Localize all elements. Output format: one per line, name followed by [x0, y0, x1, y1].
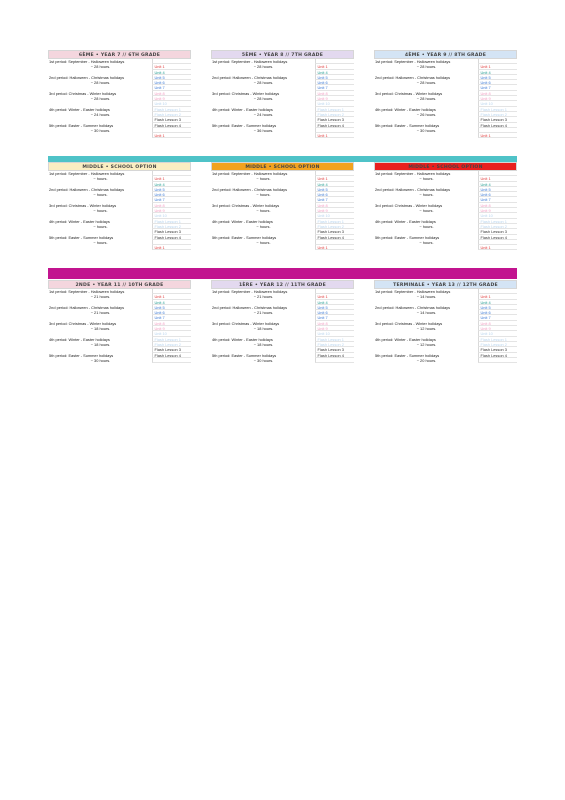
unit-label: Flash Lesson 2 — [152, 224, 191, 229]
unit-label: Unit 9 — [315, 208, 354, 213]
unit-label: Unit 5 — [152, 305, 191, 310]
period-label: 3rd period: Christmas - Winter holidays — [49, 90, 117, 96]
period-hours: ~ 28 hours. — [416, 80, 437, 86]
unit-label: Flash Lesson 3 — [315, 117, 354, 122]
unit-label: Unit 5 — [315, 187, 354, 192]
unit-label: Unit 9 — [478, 96, 517, 101]
unit-label: Unit 7 — [478, 85, 517, 90]
card-title: 6ÈME • YEAR 7 // 6TH GRADE — [48, 50, 191, 59]
period-hours: ~ 18 hours. — [90, 326, 111, 332]
unit-label: Unit 10 — [152, 101, 191, 106]
period-label — [211, 245, 315, 250]
period-hours: ~ 24 hours. — [90, 111, 111, 117]
period-label: 3rd period: Christmas - Winter holidays — [212, 90, 280, 96]
year11-schedule-card — [48, 280, 191, 363]
card-title: 4ÈME • YEAR 9 // 8TH GRADE — [374, 50, 517, 59]
schedule-row — [374, 133, 517, 138]
unit-label: Unit 4 — [152, 300, 191, 305]
unit-label: Unit 1 — [478, 245, 517, 250]
unit-label: Unit 10 — [478, 101, 517, 106]
schedule-row — [374, 358, 517, 363]
period-label — [374, 245, 478, 250]
unit-label — [478, 358, 517, 363]
period-label: 5th period: Easter - Summer holidays — [212, 234, 277, 240]
period-label: 2nd period: Halloween - Christmas holidays — [49, 304, 125, 310]
period-label: 3rd period: Christmas - Winter holidays — [49, 320, 117, 326]
period-hours: ~ 28 hours. — [416, 64, 437, 70]
unit-label: Unit 6 — [478, 80, 517, 85]
unit-label: Flash Lesson 1 — [478, 107, 517, 112]
unit-label: Unit 1 — [315, 245, 354, 250]
year8-schedule-card — [211, 50, 354, 138]
unit-label: Unit 7 — [315, 197, 354, 202]
unit-label: Unit 6 — [478, 192, 517, 197]
period-hours: ~ 18 hours. — [90, 341, 111, 347]
unit-label: Unit 1 — [478, 133, 517, 138]
unit-label: Flash Lesson 4 — [152, 353, 191, 358]
period-label: 1st period: September - Halloween holidays — [49, 59, 125, 64]
unit-label: Unit 9 — [152, 326, 191, 331]
period-hours: ~ hours. — [93, 192, 108, 198]
unit-label: Unit 10 — [152, 213, 191, 218]
card-title: 2NDE • YEAR 11 // 10TH GRADE — [48, 280, 191, 289]
middle-option-card-1 — [48, 162, 191, 250]
period-hours: ~ 30 hours. — [253, 357, 274, 363]
schedule-row — [48, 358, 191, 363]
period-hours: ~ hours. — [93, 239, 108, 245]
unit-label: Unit 10 — [315, 331, 354, 336]
period-hours: ~ hours. — [256, 208, 271, 214]
unit-label: Unit 5 — [478, 75, 517, 80]
unit-label: Unit 4 — [478, 182, 517, 187]
unit-label: Unit 1 — [152, 176, 191, 181]
period-label: 1st period: September - Halloween holidays — [212, 289, 288, 294]
unit-label: Flash Lesson 2 — [478, 342, 517, 347]
unit-label: Unit 8 — [315, 203, 354, 208]
unit-label: Unit 4 — [478, 70, 517, 75]
period-hours: ~ hours. — [256, 223, 271, 229]
unit-label: Unit 4 — [152, 70, 191, 75]
period-hours: ~ 18 hours. — [253, 326, 274, 332]
period-label: 2nd period: Halloween - Christmas holidays — [49, 186, 125, 192]
unit-label: Flash Lesson 3 — [315, 229, 354, 234]
period-label: 5th period: Easter - Summer holidays — [212, 122, 277, 128]
unit-label: Unit 7 — [152, 85, 191, 90]
unit-label: Flash Lesson 1 — [315, 219, 354, 224]
period-label — [48, 133, 152, 138]
unit-label: Unit 1 — [152, 64, 191, 69]
unit-label: Flash Lesson 4 — [152, 123, 191, 128]
unit-label: Unit 9 — [152, 96, 191, 101]
middle-option-card-2 — [211, 162, 354, 250]
schedule-row — [211, 245, 354, 250]
period-label: 2nd period: Halloween - Christmas holidays — [212, 186, 288, 192]
unit-label: Flash Lesson 4 — [315, 353, 354, 358]
period-hours: ~ 26 hours. — [416, 111, 437, 117]
unit-label: Unit 1 — [315, 133, 354, 138]
unit-label: Flash Lesson 2 — [315, 342, 354, 347]
period-label: 3rd period: Christmas - Winter holidays — [375, 320, 443, 326]
unit-label: Flash Lesson 1 — [478, 219, 517, 224]
unit-label: Unit 5 — [315, 75, 354, 80]
unit-label: Unit 7 — [152, 197, 191, 202]
period-label: 2nd period: Halloween - Christmas holidays — [212, 74, 288, 80]
period-hours: ~ 20 hours. — [416, 357, 437, 363]
card-title: 5ÈME • YEAR 8 // 7TH GRADE — [211, 50, 354, 59]
period-label: 2nd period: Halloween - Christmas holidays — [375, 304, 451, 310]
unit-label: Unit 10 — [152, 331, 191, 336]
card-title: TERMINALE • YEAR 13 // 12TH GRADE — [374, 280, 517, 289]
schedule-row — [48, 245, 191, 250]
period-hours: ~ hours. — [256, 192, 271, 198]
period-label: 3rd period: Christmas - Winter holidays — [375, 202, 443, 208]
period-label: 4th period: Winter - Easter holidays — [375, 336, 436, 342]
period-label: 5th period: Easter - Summer holidays — [49, 122, 114, 128]
unit-label: Unit 4 — [315, 182, 354, 187]
period-label: 4th period: Winter - Easter holidays — [212, 336, 273, 342]
period-hours: ~ 21 hours. — [90, 310, 111, 316]
period-label: 2nd period: Halloween - Christmas holidays — [212, 304, 288, 310]
period-label: 1st period: September - Halloween holidays — [212, 171, 288, 176]
period-hours: ~ hours. — [419, 192, 434, 198]
period-label: 5th period: Easter - Summer holidays — [375, 234, 440, 240]
unit-label: Flash Lesson 3 — [152, 347, 191, 352]
period-label: 1st period: September - Halloween holidays — [49, 289, 125, 294]
period-hours: ~ hours. — [256, 176, 271, 182]
card-title: 1ÈRE • YEAR 12 // 11TH GRADE — [211, 280, 354, 289]
unit-label: Unit 6 — [152, 310, 191, 315]
unit-label: Unit 1 — [152, 294, 191, 299]
period-hours: ~ 28 hours. — [253, 80, 274, 86]
period-hours: ~ 28 hours. — [90, 96, 111, 102]
period-label: 5th period: Easter - Summer holidays — [375, 122, 440, 128]
unit-label: Flash Lesson 4 — [478, 353, 517, 358]
unit-label: Unit 8 — [315, 321, 354, 326]
unit-label: Unit 5 — [152, 187, 191, 192]
period-label: 1st period: September - Halloween holidays — [375, 289, 451, 294]
unit-label: Unit 6 — [315, 80, 354, 85]
period-hours: ~ 14 hours. — [416, 310, 437, 316]
unit-label: Unit 1 — [478, 294, 517, 299]
period-label — [48, 245, 152, 250]
unit-label: Unit 9 — [478, 326, 517, 331]
period-label: 1st period: September - Halloween holidays — [49, 171, 125, 176]
period-hours: ~ hours. — [419, 208, 434, 214]
unit-label: Unit 5 — [478, 305, 517, 310]
unit-label: Unit 6 — [152, 80, 191, 85]
unit-label: Flash Lesson 2 — [478, 112, 517, 117]
year13-schedule-card — [374, 280, 517, 363]
year12-schedule-card — [211, 280, 354, 363]
period-hours: ~ 36 hours. — [253, 127, 274, 133]
period-label: 5th period: Easter - Summer holidays — [49, 234, 114, 240]
unit-label: Flash Lesson 3 — [478, 117, 517, 122]
unit-label: Unit 1 — [152, 133, 191, 138]
period-hours: ~ 21 hours. — [253, 294, 274, 300]
middle-option-card-3 — [374, 162, 517, 250]
period-label: 4th period: Winter - Easter holidays — [375, 106, 436, 112]
period-label: 1st period: September - Halloween holidays — [212, 59, 288, 64]
period-hours: ~ 21 hours. — [90, 294, 111, 300]
unit-label: Unit 1 — [315, 176, 354, 181]
period-hours: ~ hours. — [93, 223, 108, 229]
unit-label: Unit 8 — [152, 91, 191, 96]
unit-label: Unit 9 — [478, 208, 517, 213]
unit-label: Flash Lesson 1 — [152, 107, 191, 112]
unit-label: Flash Lesson 1 — [315, 107, 354, 112]
card-title: MIDDLE • SCHOOL OPTION — [211, 162, 354, 171]
unit-label: Unit 9 — [152, 208, 191, 213]
unit-label: Flash Lesson 4 — [478, 235, 517, 240]
unit-label: Unit 8 — [315, 91, 354, 96]
period-label — [374, 133, 478, 138]
period-hours: ~ 21 hours. — [253, 310, 274, 316]
unit-label: Flash Lesson 3 — [152, 117, 191, 122]
period-hours: ~ 28 hours. — [90, 64, 111, 70]
unit-label: Unit 10 — [478, 331, 517, 336]
period-label: 1st period: September - Halloween holidays — [375, 171, 451, 176]
period-hours: ~ 12 hours. — [416, 326, 437, 332]
period-label: 3rd period: Christmas - Winter holidays — [49, 202, 117, 208]
period-hours: ~ 18 hours. — [253, 341, 274, 347]
unit-label: Flash Lesson 3 — [152, 229, 191, 234]
period-hours: ~ hours. — [419, 239, 434, 245]
unit-label: Unit 7 — [478, 315, 517, 320]
unit-label: Flash Lesson 1 — [478, 337, 517, 342]
period-hours: ~ hours. — [419, 223, 434, 229]
year9-schedule-card — [374, 50, 517, 138]
period-label: 4th period: Winter - Easter holidays — [49, 336, 110, 342]
unit-label — [152, 358, 191, 363]
period-label: 5th period: Easter - Summer holidays — [212, 352, 277, 358]
period-label: 2nd period: Halloween - Christmas holidays — [49, 74, 125, 80]
unit-label: Unit 6 — [152, 192, 191, 197]
period-label: 4th period: Winter - Easter holidays — [212, 218, 273, 224]
period-label: 4th period: Winter - Easter holidays — [49, 106, 110, 112]
period-label: 2nd period: Halloween - Christmas holidays — [375, 74, 451, 80]
unit-label: Unit 8 — [152, 321, 191, 326]
period-label: 3rd period: Christmas - Winter holidays — [212, 320, 280, 326]
unit-label: Unit 9 — [315, 326, 354, 331]
unit-label: Unit 5 — [315, 305, 354, 310]
unit-label: Flash Lesson 2 — [152, 112, 191, 117]
period-hours: ~ 28 hours. — [416, 96, 437, 102]
unit-label: Unit 4 — [315, 300, 354, 305]
year7-schedule-card — [48, 50, 191, 138]
unit-label: Flash Lesson 2 — [478, 224, 517, 229]
unit-label: Unit 4 — [315, 70, 354, 75]
schedule-row — [211, 358, 354, 363]
unit-label: Flash Lesson 2 — [315, 112, 354, 117]
period-label: 1st period: September - Halloween holidays — [375, 59, 451, 64]
period-hours: ~ 30 hours. — [90, 127, 111, 133]
unit-label: Unit 7 — [478, 197, 517, 202]
period-hours: ~ hours. — [93, 176, 108, 182]
unit-label: Unit 1 — [152, 245, 191, 250]
unit-label: Flash Lesson 2 — [152, 342, 191, 347]
period-label: 5th period: Easter - Summer holidays — [49, 352, 114, 358]
unit-label: Unit 7 — [315, 315, 354, 320]
magenta-divider-band — [48, 268, 517, 279]
unit-label: Flash Lesson 4 — [315, 235, 354, 240]
unit-label: Unit 8 — [478, 321, 517, 326]
unit-label: Unit 10 — [315, 101, 354, 106]
period-label — [211, 133, 315, 138]
period-hours: ~ 28 hours. — [90, 80, 111, 86]
unit-label: Unit 7 — [315, 85, 354, 90]
unit-label: Unit 9 — [315, 96, 354, 101]
unit-label: Flash Lesson 4 — [315, 123, 354, 128]
period-hours: ~ 30 hours. — [90, 357, 111, 363]
unit-label: Flash Lesson 3 — [315, 347, 354, 352]
unit-label: Flash Lesson 3 — [478, 229, 517, 234]
unit-label: Unit 8 — [152, 203, 191, 208]
period-label: 3rd period: Christmas - Winter holidays — [212, 202, 280, 208]
unit-label: Unit 6 — [315, 192, 354, 197]
period-label: 4th period: Winter - Easter holidays — [49, 218, 110, 224]
unit-label: Unit 4 — [152, 182, 191, 187]
schedule-row — [374, 245, 517, 250]
period-label: 5th period: Easter - Summer holidays — [375, 352, 440, 358]
unit-label: Unit 4 — [478, 300, 517, 305]
unit-label: Unit 5 — [478, 187, 517, 192]
period-hours: ~ 28 hours. — [253, 64, 274, 70]
unit-label: Flash Lesson 1 — [315, 337, 354, 342]
period-hours: ~ 24 hours. — [253, 111, 274, 117]
unit-label: Unit 7 — [152, 315, 191, 320]
unit-label: Flash Lesson 2 — [315, 224, 354, 229]
period-hours: ~ hours. — [93, 208, 108, 214]
period-hours: ~ 30 hours. — [416, 127, 437, 133]
period-label: 4th period: Winter - Easter holidays — [212, 106, 273, 112]
unit-label: Flash Lesson 3 — [478, 347, 517, 352]
unit-label: Flash Lesson 4 — [478, 123, 517, 128]
period-label: 3rd period: Christmas - Winter holidays — [375, 90, 443, 96]
period-hours: ~ 14 hours. — [416, 294, 437, 300]
unit-label: Flash Lesson 1 — [152, 337, 191, 342]
unit-label: Unit 10 — [478, 213, 517, 218]
unit-label: Unit 10 — [315, 213, 354, 218]
unit-label: Unit 8 — [478, 91, 517, 96]
unit-label: Unit 1 — [315, 64, 354, 69]
unit-label: Unit 8 — [478, 203, 517, 208]
unit-label — [315, 358, 354, 363]
period-hours: ~ 28 hours. — [253, 96, 274, 102]
unit-label: Unit 6 — [478, 310, 517, 315]
card-title: MIDDLE • SCHOOL OPTION — [48, 162, 191, 171]
unit-label: Unit 1 — [478, 64, 517, 69]
card-title: MIDDLE • SCHOOL OPTION — [374, 162, 517, 171]
unit-label: Flash Lesson 1 — [152, 219, 191, 224]
schedule-row — [48, 133, 191, 138]
period-hours: ~ hours. — [256, 239, 271, 245]
unit-label: Unit 1 — [315, 294, 354, 299]
period-hours: ~ 12 hours. — [416, 341, 437, 347]
period-label: 2nd period: Halloween - Christmas holidays — [375, 186, 451, 192]
period-label: 4th period: Winter - Easter holidays — [375, 218, 436, 224]
schedule-row — [211, 133, 354, 138]
period-hours: ~ hours. — [419, 176, 434, 182]
unit-label: Unit 1 — [478, 176, 517, 181]
unit-label: Unit 5 — [152, 75, 191, 80]
unit-label: Flash Lesson 4 — [152, 235, 191, 240]
unit-label: Unit 6 — [315, 310, 354, 315]
